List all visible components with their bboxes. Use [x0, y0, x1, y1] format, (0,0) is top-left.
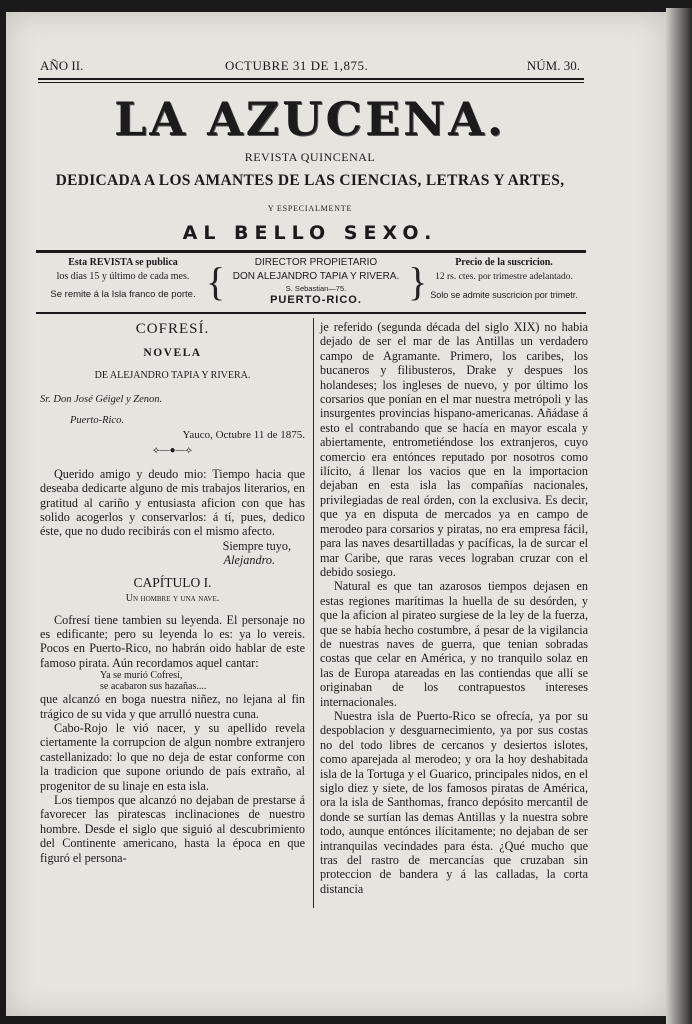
dedication-recipient: Sr. Don José Géigel y Zenon. [40, 394, 163, 406]
dedication-place: Puerto-Rico. [70, 414, 124, 426]
publication-line-1: Esta REVISTA se publica [68, 257, 178, 268]
publication-info [38, 256, 208, 302]
verse-line: Ya se murió Cofresí, [100, 670, 183, 682]
newspaper-title: LA AZUCENA. [114, 92, 506, 146]
subtitle-especialmente: Y ESPECIALMENTE [267, 204, 353, 213]
publication-line-3: Se remite á la Isla franco de porte. [50, 289, 196, 300]
article-genre: NOVELA [143, 347, 202, 360]
chapter-title: CAPÍTULO I. [133, 574, 212, 590]
subscription-price: 12 rs. ctes. por trimestre adelantado. [435, 272, 573, 282]
dedication-dateline: Yauco, Octubre 11 de 1875. [182, 429, 305, 442]
page-edge [666, 8, 692, 1024]
ornament-divider: ⟡—●—⟡ [152, 445, 193, 457]
dedication-text: Querido amigo y deudo mio: Tiempo hacia que deseaba dedicarte alguno de mis trabajos literarios, en gratitud al cariño y entusiasta aficion con que has solido acogerlos y conservarlos: á tí, pues, dedico éste, que no dudo recibirás con el mismo afecto. [40, 466, 305, 539]
brace-left: { [206, 259, 226, 304]
verse-line: se acabaron sus hazañas.... [100, 681, 207, 693]
issue-date: OCTUBRE 31 DE 1,875. [225, 58, 369, 73]
subscription-note: Solo se admite suscricion por trimetr. [430, 290, 578, 300]
director-info [218, 256, 414, 307]
article-author: DE ALEJANDRO TAPIA Y RIVERA. [94, 369, 251, 381]
issue-number: NÚM. 30. [526, 58, 580, 73]
masthead-rule-top [38, 78, 584, 80]
column-divider [313, 318, 314, 908]
director-label: DIRECTOR PROPIETARIO [254, 257, 378, 268]
subscription-title: Precio de la suscricion. [455, 257, 553, 268]
subtitle-bello-sexo: AL BELLO SEXO. [182, 222, 438, 244]
masthead-rule-top-thin [38, 82, 584, 83]
right-column [320, 320, 588, 896]
paragraph: Natural es que tan azarosos tiempos dejasen en estas regiones marítimas la huella de su desórden, y que la aficion al pirateo surgiese de la ley de la fuerza, que se había hecho costumbre, á pesar de la vigilancia de nuestras naves de guerra, que tenian sobradas costas que celar en América, y no tranquilo solaz en las de Europa atareadas en las contiendas que allí se originaban de los contrapuestos intereses internacionales. [320, 579, 588, 709]
subtitle-revista: REVISTA QUINCENAL [244, 150, 376, 164]
paragraph: Nuestra isla de Puerto-Rico se ofrecía, ya por su despoblacion y desguarnecimiento, ya por sus costas no del todo libres de cercanos y desiertos islotes, como aparejada al merodeo; y ora la hoy deshabitada isla de la Tortuga y el Guarico, principales nidos, en el siglo diez y siete, de los famosos piratas de América, ora la isla de Santhomas, franco depósito mercantil de donde se surtían las demas Antillas y la nuestra sobre todo, aunque entónces ilícitamente; no dejaban de ser intranquilas vecindades para ésta. ¿Qué mucho que tras del rastro de mercancías que cruzaban sin proteccion de bandera y á las calladas, la corta distancia [320, 708, 588, 896]
subtitle-dedicada: DEDICADA A LOS AMANTES DE LAS CIENCIAS, LETRAS Y ARTES, [55, 172, 565, 189]
chapter-subtitle: Un hombre y una nave. [125, 593, 220, 605]
publication-line-2: los dias 15 y último de cada mes. [56, 271, 190, 282]
info-band [36, 256, 586, 312]
subscription-info [420, 256, 588, 302]
dedication-closing: Siempre tuyo, [222, 538, 291, 553]
year-label: AÑO II. [40, 58, 84, 73]
paragraph: Los tiempos que alcanzó no dejaban de prestarse á favorecer las piratescas inclinaciones de nuestro hombre. Desde el siglo que siguió al descubrimiento del Continente americano, hasta la época en que figuró el persona- [40, 792, 305, 865]
info-rule-bottom [36, 312, 586, 314]
article-title: COFRESÍ. [135, 321, 210, 337]
paragraph: je referido (segunda década del siglo XIX) no habia dejado de ser el mar de las Antillas un verdadero campo de Agramante. Primero, los caribes, los bucaneros y filibusteros, Drake y despues los holandeses; los ingleses de nuevo, y por último los corsarios que ponían en el mar nuestra metrópoli y las insurgentes provincias hispano-americanas. Añádase á esto el contrabando que se hacía en mayor escala y abiertamente, entrometiéndose los extranjeros, cuyo comercio era entónces reputado por nosotros como ilícito, á llenar los vacios que en la importacion dejaban en esta isla las compañías nacionales, privilegiadas de real órden, con la exclusiva. Es decir, que ya en disputa de mercados ya en campo de merodeo para corsarios y piratas, no era empresa fácil, para las naves desartilladas y pacíficas, la de surcar el mar Caribe, que raras veces lograban cruzar con el debido sosiego. [320, 320, 588, 579]
paragraph: que alcanzó en boga nuestra niñez, no lejana al fin trágico de su vida y que arrulló nuestra cuna. [40, 692, 305, 721]
paragraph: Cabo-Rojo le vió nacer, y su apellido revela ciertamente la corrupcion de algun nombre extranjero castellanizado: lo que no deja de estar conforme con la tradicion que supone oriundo de país extraño, al progenitor de su linaje en esta isla. [40, 720, 305, 793]
masthead-top-line [40, 58, 580, 78]
dedication-signature: Alejandro. [223, 553, 275, 568]
left-column [40, 322, 305, 865]
paragraph: Cofresí tiene tambien su leyenda. El personaje no es edificante; pero su leyenda lo es: ya lo vereis. Pocos en Puerto-Rico, no habrán oido hablar de este famoso pirata. Aún recordamos aquel cantar: [40, 612, 305, 670]
director-city: PUERTO-RICO. [270, 294, 362, 306]
brace-right: } [408, 259, 428, 304]
info-rule-top [36, 250, 586, 253]
director-name: DON ALEJANDRO TAPIA Y RIVERA. [232, 271, 400, 282]
director-address: S. Sebastian—75. [285, 284, 347, 293]
